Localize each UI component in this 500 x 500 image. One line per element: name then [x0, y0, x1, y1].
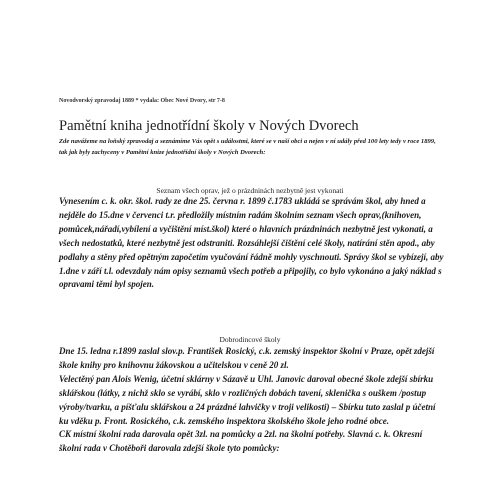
intro-paragraph: Zde navážeme na loňský zpravodaj a seznámíme Vás opět s událostmi, které se v naší obci a nejen v ní udály před 100 lety tedy v roce 1899, tak jak byly zachyceny v Pamětní knize jednotřídní školy v Nových Dvorech:: [59, 138, 436, 156]
page-title: Pamětní kniha jednotřídní školy v Nových Dvorech: [59, 118, 359, 134]
source-line: Novodvorský zpravodaj 1889 * vydala: Obec Nové Dvory, str 7-8: [59, 98, 225, 104]
section-body-repairs: [59, 195, 445, 292]
section-heading-repairs: Seznam všech oprav, jež o prázdninách nezbytně jest vykonati: [156, 186, 344, 195]
paragraph: Dne 15. ledna r.1899 zaslal slov.p. František Rosický, c.k. zemský inspektor školní v Praze, opět zdejší škole knihy pro knihovnu žákovskou a učitelskou v ceně 20 zl.: [59, 346, 435, 370]
paragraph: Velectěný pan Alois Wenig, účetní sklárny v Sázavě u Uhl. Janovic daroval obecné škole zdejší sbírku sklářskou (látky, z nichž sklo se vyrábí, sklo v rozličných dobách tavení, sklenička s ouškem /postup výroby/tvarku, a píšťalu sklářskou a 24 prázdné lahvičky v troji velikosti) – Sbírku tuto zaslal p účetní ku vděku p. Front. Rosického, c.k. zemského inspektora školského škole jeho rodné obce.: [59, 373, 436, 426]
paragraph: Vynesením c. k. okr. škol. rady ze dne 25. června r. 1899 č.1783 ukládá se správám škol, aby hned a nejděle do 15.dne v červenci t.r. předložily místním radám školním seznam všech oprav,(knihoven, pomůcek,nářadí,vybílení a vyčištění míst.škol) které o hlavních prázdninách nezbytně jest vykonati, a všech nedostatků, které nezbytně jest odstraniti. Rozsáhlejší čištění celé školy, natírání stěn apod., aby podlahy a stěny před opětným započetím vyučování řádně mohly vyschnouti. Správy škol se vybízejí, aby 1.dne v září t.l. odevzdaly nám opisy seznamů všech potřeb a připojily, co bylo vykonáno a jaký náklad s opravami těmi byl spojen.: [59, 196, 444, 290]
paragraph: CK místní školní rada darovala opět 3zl. na pomůcky a 2zl. na školní potřeby. Slavná c. k. Okresní školní rada v Chotěboři darovala zdejší škole tyto pomůcky:: [59, 429, 423, 454]
section-body-benefactors: [59, 345, 445, 456]
section-heading-benefactors: Dobrodincové školy: [219, 335, 281, 344]
